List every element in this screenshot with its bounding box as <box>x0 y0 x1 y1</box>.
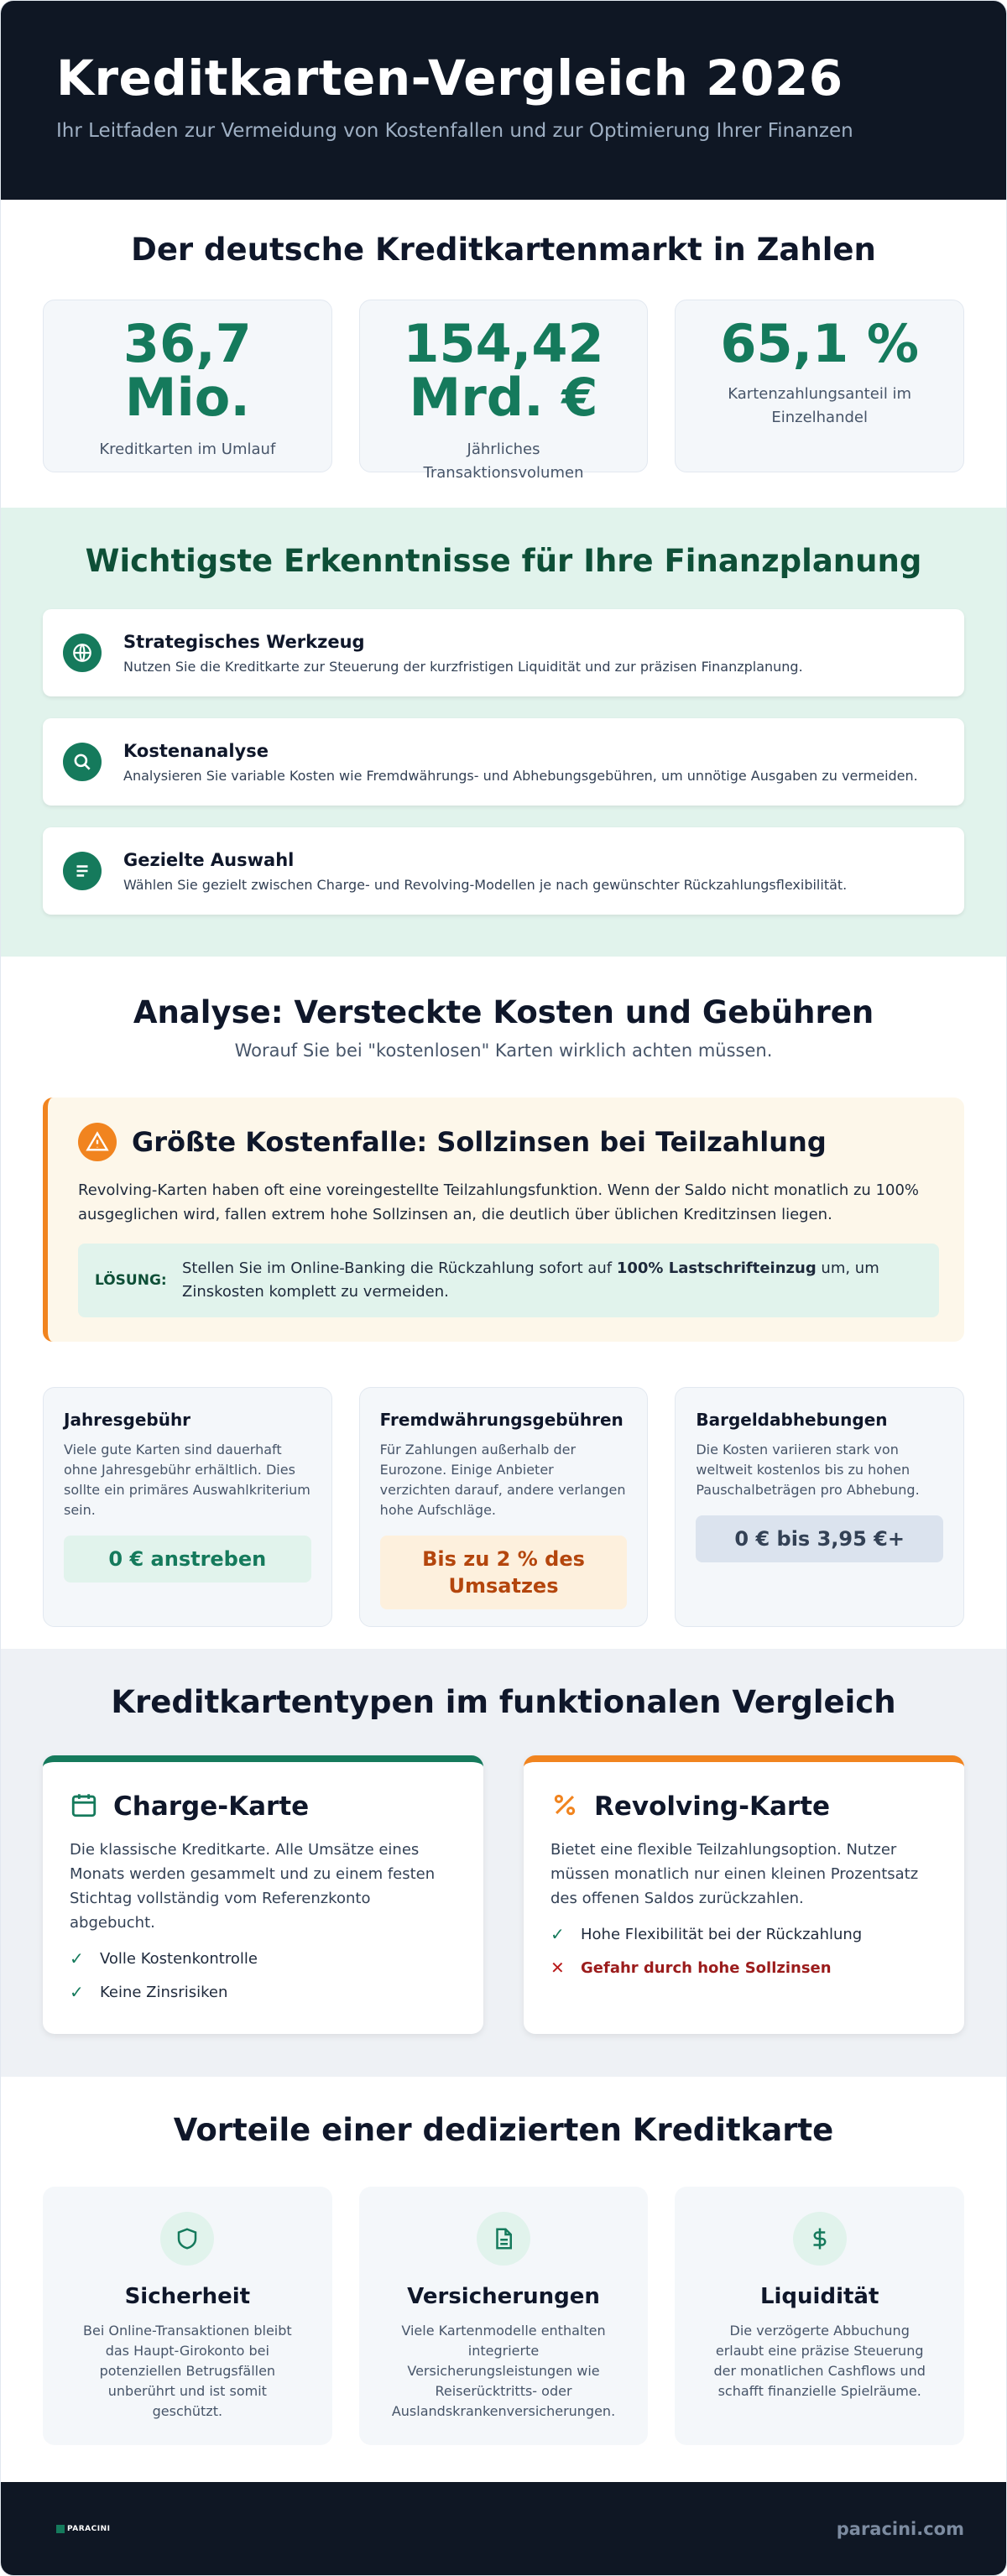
insight-text <box>123 632 803 675</box>
benefit-card <box>43 2187 332 2445</box>
benefit-desc: Die verzögerte Abbuchung erlaubt eine präzise Steuerung der monatlichen Cashflows und schafft finanzielle Spielräume. <box>713 2323 926 2399</box>
fee-title: Fremdwährungsgebühren <box>379 1410 624 1430</box>
hero-header <box>1 1 1006 200</box>
benefit-desc: Bei Online-Transaktionen bleibt das Haupt-Girokonto bei potenziellen Betrugsfällen unberührt und ist somit geschützt. <box>83 2323 292 2419</box>
feature-item <box>70 1982 457 2002</box>
fee-card-cash <box>675 1387 964 1627</box>
feature-label: Volle Kostenkontrolle <box>100 1949 258 1968</box>
fee-title: Bargeldabhebungen <box>696 1410 888 1430</box>
insights-section <box>1 508 1006 957</box>
stat-row <box>43 300 964 482</box>
market-title: Der deutsche Kreditkartenmarkt in Zahlen <box>131 232 876 268</box>
revolving-card-desc: Bietet eine flexible Teilzahlungsoption. Nutzer müssen monatlich nur einen kleinen Prozentsatz des offenen Saldos zurückzahlen. <box>550 1841 919 1907</box>
insight-title: Strategisches Werkzeug <box>123 631 365 652</box>
stat-value <box>44 313 331 428</box>
insight-title: Gezielte Auswahl <box>123 849 295 870</box>
stat-label: Kreditkarten im Umlauf <box>99 441 276 458</box>
fee-row <box>43 1387 964 1627</box>
benefit-title: Versicherungen <box>407 2284 600 2309</box>
fee-title: Jahresgebühr <box>64 1410 191 1430</box>
insight-card <box>43 609 964 696</box>
logo-mark-icon <box>56 2525 65 2533</box>
insight-desc: Nutzen Sie die Kreditkarte zur Steuerung der kurzfristigen Liquidität und zur präzisen Finanzplanung. <box>123 658 803 675</box>
fee-card-foreign <box>359 1387 649 1627</box>
footer-logo[interactable] <box>56 2525 110 2533</box>
benefit-row <box>43 2187 964 2445</box>
solution-text <box>182 1257 922 1304</box>
feature-item-pro <box>550 1924 937 1944</box>
solution-box <box>78 1244 939 1317</box>
comparison-section <box>1 1649 1006 2077</box>
insights-title: Wichtigste Erkenntnisse für Ihre Finanzplanung <box>85 543 922 579</box>
insight-text <box>123 741 918 784</box>
benefit-desc: Viele Kartenmodelle enthalten integrierte Versicherungsleistungen wie Reiserücktritts- oder Auslandskrankenversicherungen. <box>391 2323 616 2419</box>
stat-card-share <box>675 300 964 472</box>
stat-value <box>360 313 648 428</box>
revolving-card-title: Revolving-Karte <box>594 1791 831 1822</box>
logo-text: PARACINI <box>67 2524 111 2533</box>
check-icon: ✓ <box>550 1924 565 1944</box>
benefit-card <box>675 2187 964 2445</box>
warning-text: Revolving-Karten haben oft eine voreingestellte Teilzahlungsfunktion. Wenn der Saldo nicht monatlich zu 100% ausgeglichen wird, fallen extrem hohe Sollzinsen an, die deutlich über üblichen Kreditzinsen liegen. <box>78 1181 919 1223</box>
charge-card-title: Charge-Karte <box>113 1791 310 1822</box>
percent-icon <box>550 1791 579 1822</box>
insight-title: Kostenanalyse <box>123 740 269 761</box>
insight-desc: Analysieren Sie variable Kosten wie Fremdwährungs- und Abhebungsgebühren, um unnötige Ausgaben zu vermeiden. <box>123 767 918 784</box>
comparison-title: Kreditkartentypen im funktionalen Vergleich <box>111 1684 896 1720</box>
calendar-icon <box>70 1791 98 1822</box>
stat-value-line2: Mio. <box>124 367 250 428</box>
document-icon <box>477 2212 530 2266</box>
feature-label: Keine Zinsrisiken <box>100 1983 228 2001</box>
analysis-title: Analyse: Versteckte Kosten und Gebühren <box>133 994 874 1030</box>
insight-text <box>123 850 847 893</box>
revolving-card <box>524 1755 964 2034</box>
fee-badge: 0 € anstreben <box>64 1536 311 1583</box>
insight-card <box>43 718 964 806</box>
fee-badge: 0 € bis 3,95 €+ <box>696 1515 943 1562</box>
warning-title: Größte Kostenfalle: Sollzinsen bei Teilzahlung <box>132 1126 827 1158</box>
stat-value <box>676 313 963 374</box>
page-title: Kreditkarten-Vergleich 2026 <box>56 50 843 107</box>
charge-card <box>43 1755 483 2034</box>
check-icon: ✓ <box>70 1948 84 1969</box>
fee-desc: Viele gute Karten sind dauerhaft ohne Jahresgebühr erhältlich. Dies sollte ein primäres Auswahlkriterium sein. <box>64 1442 310 1518</box>
warning-icon <box>78 1123 117 1161</box>
stat-label: Kartenzahlungsanteil im Einzelhandel <box>728 385 912 426</box>
fee-card-annual <box>43 1387 332 1627</box>
analysis-subtitle: Worauf Sie bei "kostenlosen" Karten wirklich achten müssen. <box>234 1040 773 1061</box>
stat-card-cards <box>43 300 332 472</box>
charge-card-header <box>70 1791 457 1822</box>
insight-card <box>43 827 964 915</box>
solution-text-bold: 100% Lastschrifteinzug <box>616 1259 817 1277</box>
shield-icon <box>160 2212 214 2266</box>
fee-desc: Die Kosten variieren stark von weltweit kostenlos bis zu hohen Pauschalbeträgen pro Abhebung. <box>696 1442 920 1498</box>
solution-text-pre: Stellen Sie im Online-Banking die Rückzahlung sofort auf <box>182 1259 617 1277</box>
list-icon <box>63 852 102 890</box>
benefit-title: Liquidität <box>759 2284 879 2309</box>
benefits-title: Vorteile einer dedizierten Kreditkarte <box>173 2112 834 2148</box>
insight-desc: Wählen Sie gezielt zwischen Charge- und Revolving-Modellen je nach gewünschter Rückzahlungsflexibilität. <box>123 876 848 893</box>
solution-label: LÖSUNG: <box>95 1272 167 1289</box>
dollar-icon <box>793 2212 847 2266</box>
page-subtitle: Ihr Leitfaden zur Vermeidung von Kostenfallen und zur Optimierung Ihrer Finanzen <box>56 120 853 142</box>
search-icon <box>63 743 102 781</box>
fee-badge: Bis zu 2 % des Umsatzes <box>380 1536 628 1609</box>
feature-label: Gefahr durch hohe Sollzinsen <box>581 1958 832 1977</box>
market-stats-section <box>1 200 1006 508</box>
stat-value-line1: 65,1 % <box>720 313 920 374</box>
warning-header <box>78 1123 939 1161</box>
cross-icon: ✕ <box>550 1958 565 1978</box>
solution-text-post: um, um Zinskosten komplett zu vermeiden. <box>182 1259 879 1301</box>
charge-card-desc: Die klassische Kreditkarte. Alle Umsätze eines Monats werden gesammelt und zu einem festen Stichtag vollständig vom Referenzkonto abgebucht. <box>70 1841 436 1932</box>
check-icon: ✓ <box>70 1982 84 2002</box>
footer-url-link[interactable]: paracini.com <box>836 2518 964 2539</box>
feature-item-con <box>550 1958 937 1978</box>
feature-item <box>70 1948 457 1969</box>
analysis-section <box>1 957 1006 1649</box>
stat-value-line1: 36,7 <box>123 313 252 374</box>
footer <box>1 2482 1006 2575</box>
stat-label: Jährliches Transaktionsvolumen <box>423 441 584 482</box>
comparison-row <box>43 1755 964 2034</box>
revolving-card-header <box>550 1791 937 1822</box>
benefits-section <box>1 2077 1006 2484</box>
benefit-card <box>359 2187 649 2445</box>
warning-box <box>43 1098 964 1342</box>
globe-icon <box>63 634 102 672</box>
fee-desc: Für Zahlungen außerhalb der Eurozone. Einige Anbieter verzichten darauf, andere verlangen hohe Aufschläge. <box>379 1442 626 1518</box>
feature-label: Hohe Flexibilität bei der Rückzahlung <box>581 1925 863 1943</box>
stat-value-line1: 154,42 <box>403 313 604 374</box>
stat-value-line2: Mrd. € <box>409 367 598 428</box>
stat-card-volume <box>359 300 649 482</box>
benefit-title: Sicherheit <box>124 2284 251 2309</box>
